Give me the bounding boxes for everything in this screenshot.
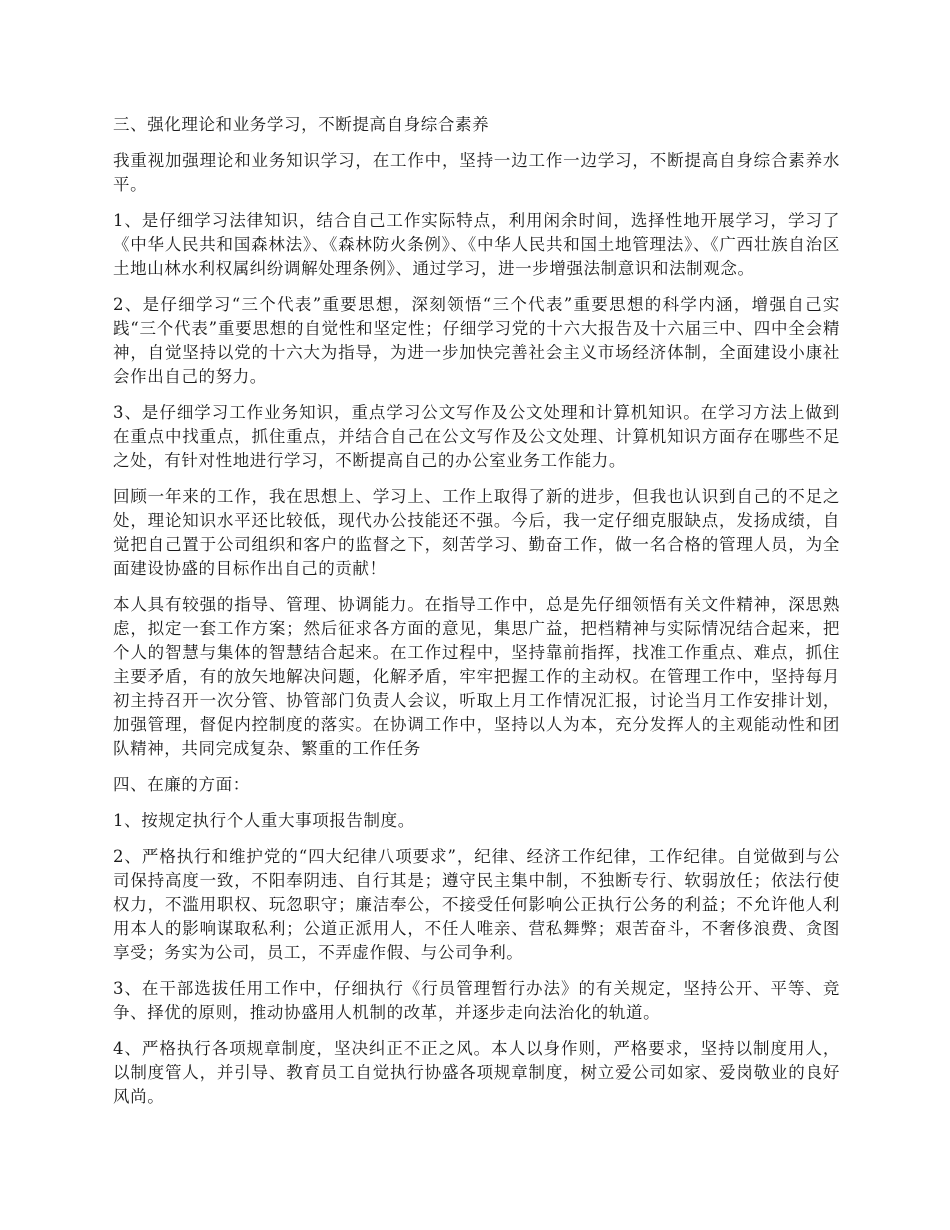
section-heading-study: 三、强化理论和业务学习，不断提高自身综合素养 — [113, 115, 490, 134]
paragraph-integrity-3: 3、在干部选拔任用工作中，仔细执行《行员管理暂行办法》的有关规定，坚持公开、平等、竞争、择优的原则，推动协盛用人机制的改革，并逐步走向法治化的轨道。 — [113, 979, 840, 1022]
paragraph-review: 回顾一年来的工作，我在思想上、学习上、工作上取得了新的进步，但我也认识到自己的不足之处，理论知识水平还比较低，现代办公技能还不强。今后，我一定仔细克服缺点，发扬成绩，自觉把自己置于公司组织和客户的监督之下，刻苦学习、勤奋工作，做一名合格的管理人员，为全面建设协盛的目标作出自己的贡献！ — [113, 487, 840, 578]
paragraph-integrity-4: 4、严格执行各项规章制度，坚决纠正不正之风。本人以身作则，严格要求，坚持以制度用人，以制度管人，并引导、教育员工自觉执行协盛各项规章制度，树立爱公司如家、爱岗敬业的良好风尚。 — [113, 1039, 840, 1106]
paragraph-abilities: 本人具有较强的指导、管理、协调能力。在指导工作中，总是先仔细领悟有关文件精神，深思熟虑，拟定一套工作方案；然后征求各方面的意见，集思广益，把档精神与实际情况结合起来，把个人的智慧与集体的智慧结合起来。在工作过程中，坚持靠前指挥，找准工作重点、难点，抓住主要矛盾，有的放矢地解决问题，化解矛盾，牢牢把握工作的主动权。在管理工作中，坚持每月初主持召开一次分管、协管部门负责人会议，听取上月工作情况汇报，讨论当月工作安排计划，加强管理，督促内控制度的落实。在协调工作中，坚持以人为本，充分发挥人的主观能动性和团队精神，共同完成复杂、繁重的工作任务 — [113, 595, 840, 758]
paragraph-business-study: 3、是仔细学习工作业务知识，重点学习公文写作及公文处理和计算机知识。在学习方法上做到在重点中找重点，抓住重点，并结合自己在公文写作及公文处理、计算机知识方面存在哪些不足之处，有针对性地进行学习，不断提高自己的办公室业务工作能力。 — [113, 403, 840, 470]
paragraph-study-intro: 我重视加强理论和业务知识学习，在工作中，坚持一边工作一边学习，不断提高自身综合素养水平。 — [113, 151, 840, 194]
paragraph-three-represents: 2、是仔细学习“三个代表”重要思想，深刻领悟“三个代表”重要思想的科学内涵，增强自己实践“三个代表”重要思想的自觉性和坚定性；仔细学习党的十六大报告及十六届三中、四中全会精神，自觉坚持以党的十六大为指导，为进一步加快完善社会主义市场经济体制，全面建设小康社会作出自己的努力。 — [113, 295, 840, 386]
paragraph-integrity-2: 2、严格执行和维护党的“四大纪律八项要求”，纪律、经济工作纪律，工作纪律。自觉做到与公司保持高度一致，不阳奉阴违、自行其是；遵守民主集中制，不独断专行、软弱放任；依法行使权力，不滥用职权、玩忽职守；廉洁奉公，不接受任何影响公正执行公务的利益；不允许他人利用本人的影响谋取私利；公道正派用人，不任人唯亲、营私舞弊；艰苦奋斗，不奢侈浪费、贪图享受；务实为公司，员工，不弄虚作假、与公司争利。 — [113, 847, 840, 962]
section-heading-integrity: 四、在廉的方面： — [113, 775, 250, 794]
paragraph-law-study: 1、是仔细学习法律知识，结合自己工作实际特点，利用闲余时间，选择性地开展学习，学习了《中华人民共和国森林法》、《森林防火条例》、《中华人民共和国土地管理法》、《广西壮族自治区土地山林水利权属纠纷调解处理条例》、通过学习，进一步增强法制意识和法制观念。 — [113, 211, 840, 278]
paragraph-integrity-1: 1、按规定执行个人重大事项报告制度。 — [113, 811, 415, 830]
document-body — [113, 113, 840, 1121]
